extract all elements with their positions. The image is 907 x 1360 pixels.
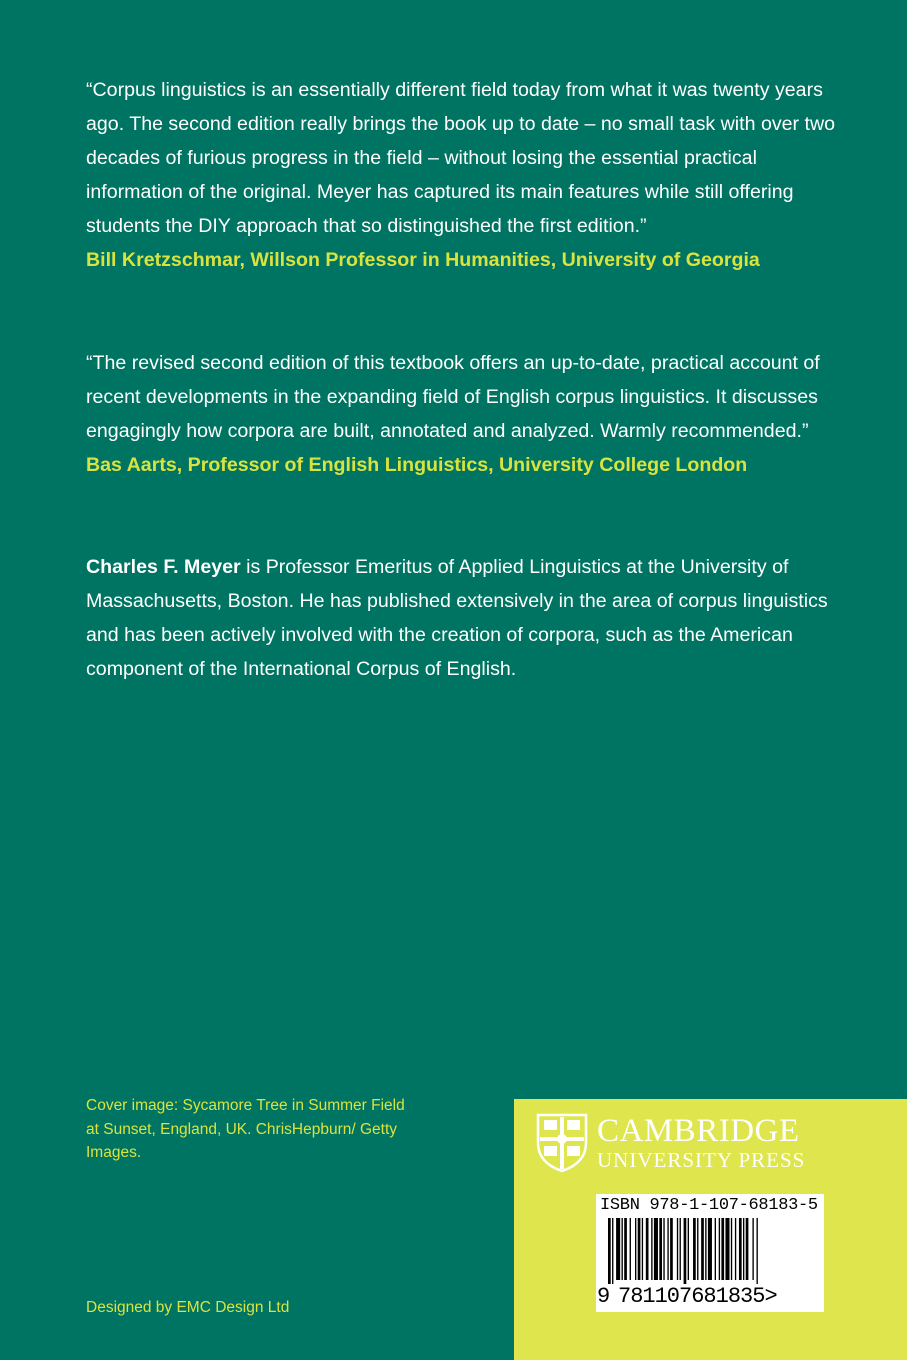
cambridge-shield-icon — [536, 1113, 588, 1173]
barcode-bar — [622, 1218, 623, 1280]
barcode-bar — [612, 1218, 613, 1284]
barcode-bar — [752, 1218, 753, 1280]
barcode-bar — [651, 1218, 652, 1280]
barcode-bar — [693, 1218, 696, 1280]
barcode-bar — [735, 1218, 736, 1280]
barcode-bar — [684, 1218, 687, 1284]
barcode-bar — [721, 1218, 724, 1280]
barcode-bar — [646, 1218, 649, 1280]
review-attribution: Bill Kretzschmar, Willson Professor in Humanities, University of Georgia — [86, 249, 760, 271]
barcode — [596, 1194, 824, 1312]
publisher-subtitle: UNIVERSITY PRESS — [597, 1148, 806, 1172]
barcode-first-digit: 9 — [597, 1284, 610, 1309]
cover-image-credit: Cover image: Sycamore Tree in Summer Field at Sunset, England, UK. ChrisHepburn/ Getty Images. — [86, 1097, 405, 1161]
barcode-bar — [715, 1218, 716, 1280]
barcode-bar — [719, 1218, 720, 1280]
barcode-bar — [701, 1218, 704, 1280]
publisher-name: CAMBRIDGE — [597, 1113, 800, 1149]
barcode-bar — [654, 1218, 658, 1280]
barcode-number — [618, 1285, 777, 1309]
author-bio-body: is Professor Emeritus of Applied Linguistics at the University of Massachusetts, Boston. He has published extensively in the area of corpus linguistics and has been actively involved with the creation of corpora, such as the American component of the International Corpus of English. — [86, 556, 828, 680]
author-bio-text — [86, 550, 846, 686]
barcode-bar — [743, 1218, 744, 1280]
review-quote-text: “The revised second edition of this textbook offers an up-to-date, practical account of recent developments in the expanding field of English corpus linguistics. It discusses engagingly how corpora are built, annotated and analyzed. Warmly recommended.” — [86, 352, 820, 442]
review-quote-2 — [86, 346, 846, 482]
barcode-bar — [688, 1218, 689, 1280]
barcode-bar — [659, 1218, 662, 1280]
barcode-bar — [663, 1218, 664, 1280]
barcode-bar — [725, 1218, 729, 1280]
isbn-label: ISBN 978-1-107-68183-5 — [600, 1196, 818, 1215]
review-attribution: Bas Aarts, Professor of English Linguistics, University College London — [86, 454, 748, 476]
barcode-bar — [630, 1218, 631, 1280]
barcode-bar — [635, 1218, 636, 1280]
review-quote-1 — [86, 73, 846, 277]
barcode-bar — [616, 1218, 620, 1280]
barcode-bar — [680, 1218, 681, 1280]
author-name: Charles F. Meyer — [86, 556, 241, 578]
barcode-bar — [697, 1218, 698, 1280]
designer-credit: Designed by EMC Design Ltd — [86, 1299, 290, 1316]
barcode-bar — [642, 1218, 643, 1280]
barcode-bar — [731, 1218, 732, 1280]
barcode-bar — [608, 1218, 611, 1284]
barcode-bar — [746, 1218, 749, 1280]
barcode-bars — [608, 1218, 816, 1284]
barcode-bar — [705, 1218, 706, 1280]
barcode-bar — [667, 1218, 668, 1280]
barcode-bar — [670, 1218, 673, 1280]
author-bio — [86, 550, 846, 686]
review-quote-text: “Corpus linguistics is an essentially different field today from what it was twenty years ago. The second edition really brings the book up to date – no small task with over two decades of furious progress in the field – without losing the essential practical information of the original. Meyer has captured its main features while still offering students the DIY approach that so distinguished the first edition.” — [86, 79, 835, 237]
barcode-bar — [624, 1218, 627, 1280]
barcode-quiet-mark: > — [764, 1284, 777, 1309]
barcode-bar — [757, 1218, 758, 1284]
barcode-bar — [677, 1218, 678, 1280]
barcode-bar — [638, 1218, 641, 1280]
barcode-bar — [739, 1218, 742, 1280]
publisher-panel — [514, 1099, 907, 1360]
barcode-bar — [708, 1218, 712, 1280]
barcode-digit-group: 781107681835 — [618, 1284, 765, 1309]
